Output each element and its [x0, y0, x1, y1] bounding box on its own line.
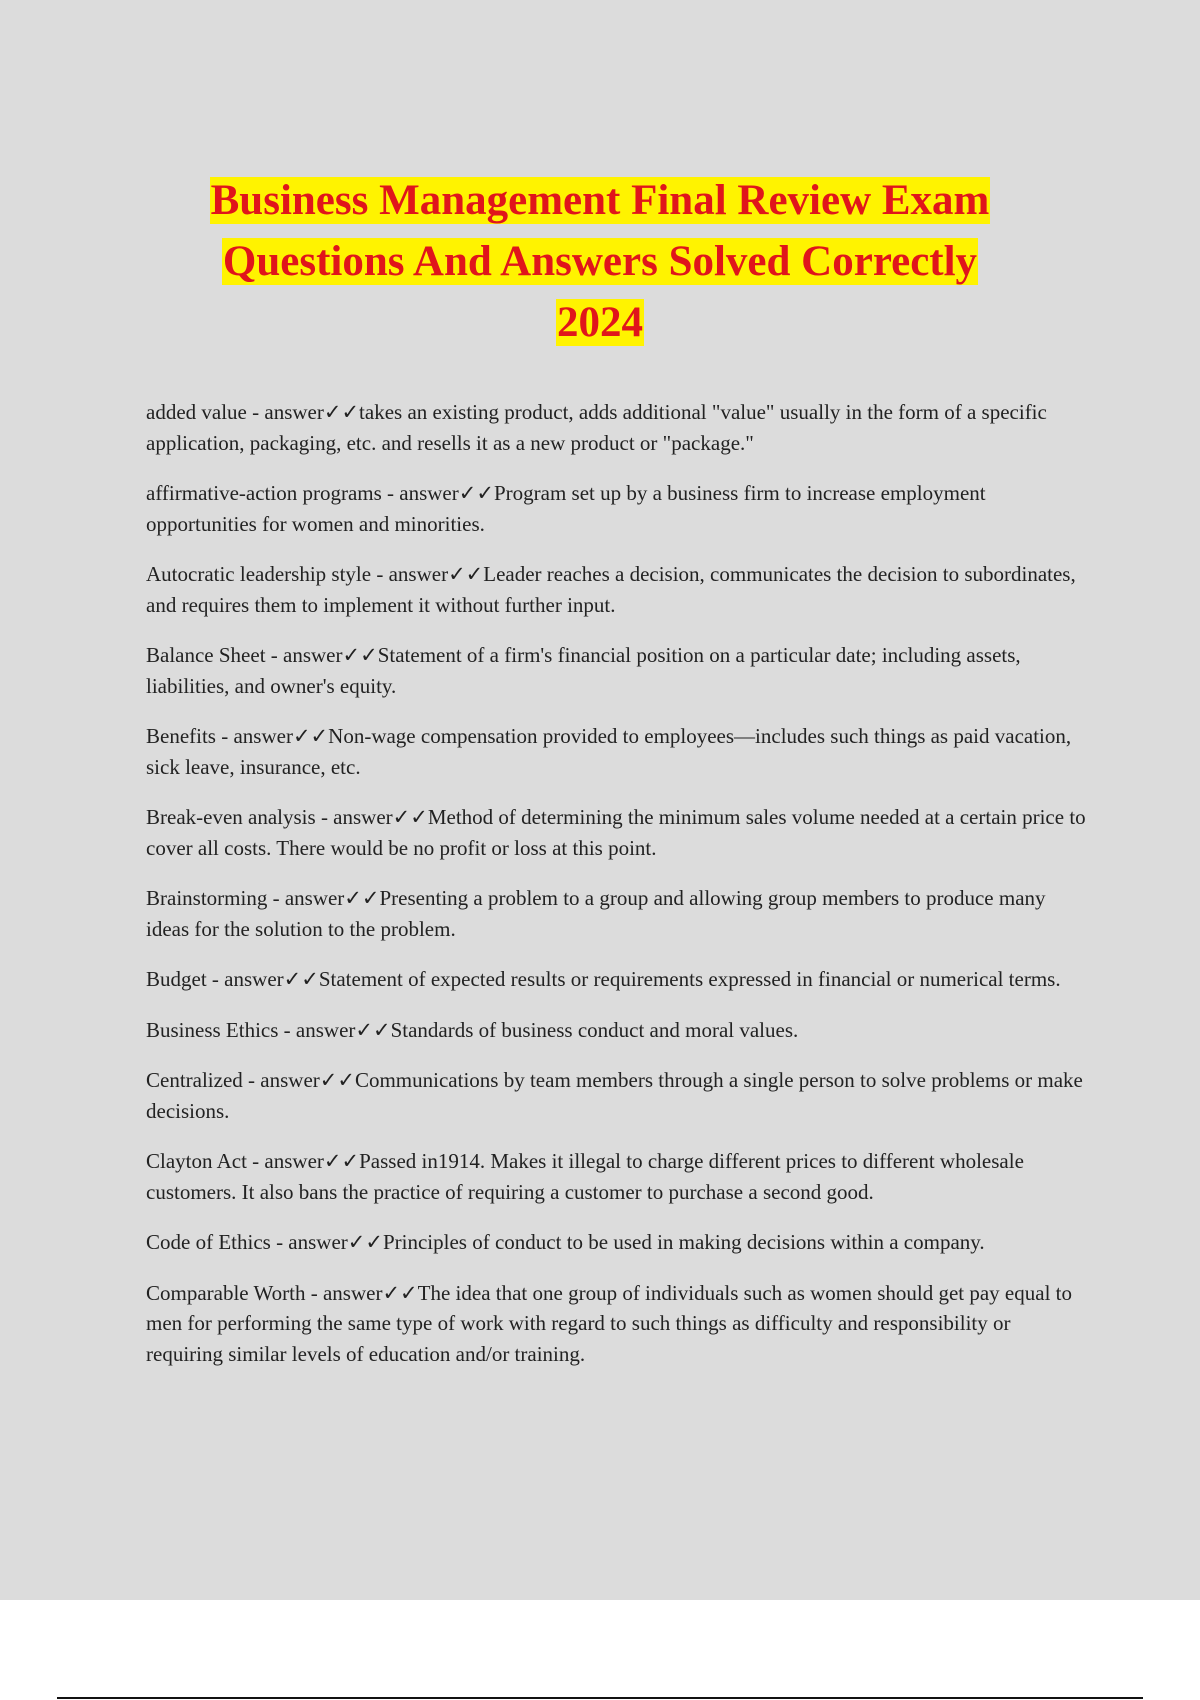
entry-definition: Presenting a problem to a group and allowing group members to produce many ideas for the solution to the problem. [146, 886, 1046, 941]
entry-term: Break-even analysis [146, 805, 316, 829]
check-mark-icon: ✓✓ [292, 724, 329, 748]
check-mark-icon: ✓✓ [458, 481, 494, 505]
title-line-1-text: Business Management Final Review Exam [210, 177, 990, 224]
entry-definition: The idea that one group of individuals such as women should get pay equal to men for performing the same type of work with regard to such things as difficulty and responsibility or requiring similar levels of education and/or training. [146, 1280, 1072, 1366]
entry-term: added value [146, 400, 247, 424]
entry-term: Comparable Worth [146, 1280, 306, 1305]
entry-definition: Communications by team members through a single person to solve problems or make decisions. [146, 1068, 1083, 1123]
entry-term: Code of Ethics [146, 1230, 271, 1254]
entry-definition: Non-wage compensation provided to employees—includes such things as paid vacation, sick leave, insurance, etc. [146, 724, 1072, 779]
check-mark-icon: ✓✓ [448, 562, 484, 586]
check-mark-icon: ✓✓ [347, 1230, 383, 1254]
entry-separator: - answer [242, 1068, 320, 1092]
entry-definition: Statement of expected results or requirements expressed in financial or numerical terms. [318, 967, 1061, 991]
entry-term: Autocratic leadership style [146, 562, 372, 586]
title-line-2-text: Questions And Answers Solved Correctly [222, 238, 978, 285]
entry-separator: - answer [265, 643, 343, 667]
check-mark-icon: ✓✓ [342, 643, 378, 667]
entry-definition: Method of determining the minimum sales volume needed at a certain price to cover all costs. There would be no profit or loss at this point. [146, 805, 1086, 860]
check-mark-icon: ✓✓ [323, 400, 360, 424]
entry-definition: takes an existing product, adds additional "value" usually in the form of a specific application, packaging, etc. and resells it as a new product or "package." [146, 400, 1047, 455]
qa-entry [146, 883, 1091, 944]
qa-entry [146, 1278, 1091, 1370]
entry-separator: - answer [267, 886, 345, 910]
entry-definition: Program set up by a business firm to increase employment opportunities for women and minorities. [146, 481, 986, 536]
check-mark-icon: ✓✓ [323, 1149, 360, 1173]
entry-separator: - answer [270, 1230, 348, 1254]
entry-separator: - answer [215, 724, 293, 748]
entry-term: Balance Sheet [146, 643, 266, 667]
entry-separator: - answer [246, 1149, 324, 1173]
entry-definition: Principles of conduct to be used in making decisions within a company. [382, 1230, 985, 1254]
qa-entry [146, 1227, 1091, 1258]
entry-term: Clayton Act [146, 1149, 247, 1173]
entry-term: Brainstorming [146, 886, 268, 910]
qa-entry [146, 802, 1091, 863]
check-mark-icon: ✓✓ [344, 886, 380, 910]
entry-term: Business Ethics [146, 1017, 279, 1042]
entry-term: Budget [146, 967, 207, 991]
qa-entry [146, 964, 1091, 995]
entry-definition: Leader reaches a decision, communicates the decision to subordinates, and requires them to implement it without further input. [146, 562, 1076, 617]
qa-entry [146, 1015, 1091, 1046]
entry-separator: - answer [305, 1280, 383, 1305]
entry-term: affirmative-action programs [146, 481, 382, 505]
entry-separator: - answer [315, 805, 393, 829]
title-line-3 [0, 292, 1200, 353]
title-line-2 [0, 231, 1200, 292]
page-divider [57, 1697, 1143, 1699]
entry-separator: - answer [381, 481, 459, 505]
qa-entry [146, 1065, 1091, 1126]
entry-definition: Standards of business conduct and moral values. [390, 1017, 799, 1042]
qa-entry-list [146, 397, 1091, 1389]
entry-separator: - answer [206, 967, 284, 991]
entry-separator: - answer [278, 1017, 356, 1042]
check-mark-icon: ✓✓ [392, 805, 428, 829]
qa-entry [146, 478, 1091, 539]
check-mark-icon: ✓✓ [283, 967, 319, 991]
entry-definition: Passed in1914. Makes it illegal to charge different prices to different wholesale customers. It also bans the practice of requiring a customer to purchase a second good. [146, 1149, 1024, 1204]
title-line-3-text: 2024 [557, 299, 643, 346]
check-mark-icon: ✓✓ [319, 1068, 355, 1092]
check-mark-icon: ✓✓ [382, 1280, 418, 1305]
qa-entry [146, 721, 1091, 782]
entry-separator: - answer [371, 562, 449, 586]
qa-entry [146, 1146, 1091, 1207]
entry-term: Centralized [146, 1068, 243, 1092]
check-mark-icon: ✓✓ [355, 1017, 391, 1042]
entry-term: Benefits [146, 724, 216, 748]
qa-entry [146, 397, 1091, 458]
entry-definition: Statement of a firm's financial position on a particular date; including assets, liabilities, and owner's equity. [146, 643, 1021, 698]
qa-entry [146, 559, 1091, 620]
entry-separator: - answer [246, 400, 324, 424]
document-title [0, 170, 1200, 353]
title-line-1 [0, 170, 1200, 231]
qa-entry [146, 640, 1091, 701]
